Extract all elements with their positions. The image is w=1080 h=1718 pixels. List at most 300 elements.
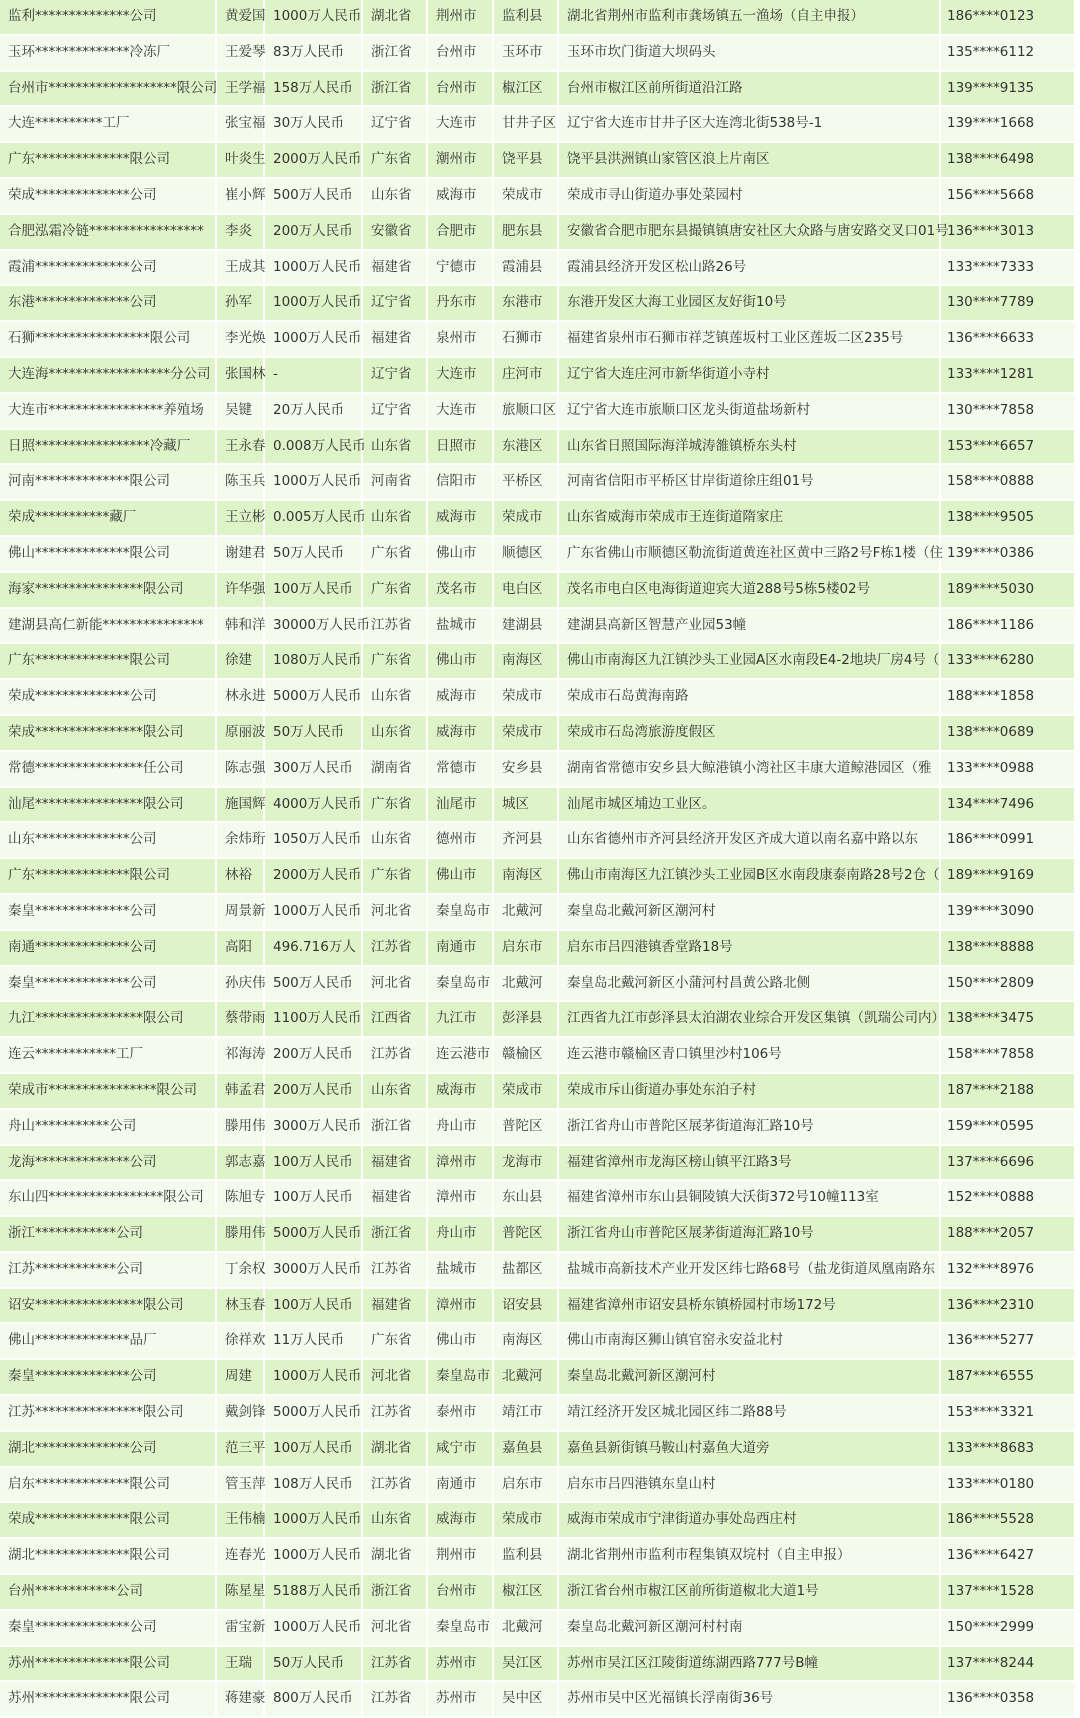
city-cell: 南通市 <box>427 930 493 966</box>
legal-rep-cell: 王立彬 <box>216 500 264 536</box>
company-name-cell: 启东**************限公司 <box>0 1467 216 1503</box>
city-cell: 佛山市 <box>427 536 493 572</box>
table-row <box>0 822 1075 858</box>
address-cell: 河南省信阳市平桥区甘岸街道徐庄组01号 <box>558 464 940 500</box>
legal-rep-cell: 滕用伟 <box>216 1216 264 1252</box>
company-name-cell: 大连海******************分公司 <box>0 357 216 393</box>
city-cell: 佛山市 <box>427 858 493 894</box>
table-row <box>0 536 1075 572</box>
city-cell: 漳州市 <box>427 1180 493 1216</box>
legal-rep-cell: 王永春 <box>216 429 264 465</box>
legal-rep-cell: 施国辉 <box>216 787 264 823</box>
legal-rep-cell: 余炜珩 <box>216 822 264 858</box>
city-cell: 苏州市 <box>427 1646 493 1682</box>
phone-cell: 136****6633 <box>940 321 1075 357</box>
address-cell: 连云港市赣榆区青口镇里沙村106号 <box>558 1037 940 1073</box>
registered-capital-cell: 0.008万人民币 <box>264 429 362 465</box>
district-cell: 北戴河 <box>493 1359 558 1395</box>
registered-capital-cell: 200万人民币 <box>264 1037 362 1073</box>
company-name-cell: 苏州**************限公司 <box>0 1646 216 1682</box>
district-cell: 庄河市 <box>493 357 558 393</box>
city-cell: 佛山市 <box>427 1323 493 1359</box>
address-cell: 浙江省舟山市普陀区展茅街道海汇路10号 <box>558 1109 940 1145</box>
phone-cell: 138****8888 <box>940 930 1075 966</box>
city-cell: 荆州市 <box>427 0 493 35</box>
district-cell: 甘井子区 <box>493 106 558 142</box>
province-cell: 江苏省 <box>362 1395 427 1431</box>
company-name-cell: 秦皇**************公司 <box>0 894 216 930</box>
company-name-cell: 日照*****************冷藏厂 <box>0 429 216 465</box>
district-cell: 盐都区 <box>493 1252 558 1288</box>
city-cell: 台州市 <box>427 71 493 107</box>
address-cell: 荣成市石岛湾旅游度假区 <box>558 715 940 751</box>
city-cell: 荆州市 <box>427 1538 493 1574</box>
address-cell: 浙江省台州市椒江区前所街道椒北大道1号 <box>558 1574 940 1610</box>
registered-capital-cell: 83万人民币 <box>264 35 362 71</box>
province-cell: 河北省 <box>362 894 427 930</box>
address-cell: 荣成市寻山街道办事处菜园村 <box>558 178 940 214</box>
company-name-cell: 秦皇**************公司 <box>0 1359 216 1395</box>
phone-cell: 134****7496 <box>940 787 1075 823</box>
city-cell: 台州市 <box>427 1574 493 1610</box>
province-cell: 江苏省 <box>362 1037 427 1073</box>
phone-cell: 136****5277 <box>940 1323 1075 1359</box>
registered-capital-cell: 30000万人民币 <box>264 608 362 644</box>
company-name-cell: 江苏************公司 <box>0 1252 216 1288</box>
address-cell: 荣成市石岛黄海南路 <box>558 679 940 715</box>
company-name-cell: 舟山***********公司 <box>0 1109 216 1145</box>
phone-cell: 189****9169 <box>940 858 1075 894</box>
phone-cell: 133****6280 <box>940 643 1075 679</box>
phone-cell: 130****7858 <box>940 393 1075 429</box>
phone-cell: 137****6696 <box>940 1145 1075 1181</box>
company-name-cell: 霞浦**************公司 <box>0 250 216 286</box>
address-cell: 山东省日照国际海洋城涛雒镇桥东头村 <box>558 429 940 465</box>
district-cell: 南海区 <box>493 1323 558 1359</box>
district-cell: 建湖县 <box>493 608 558 644</box>
city-cell: 盐城市 <box>427 1252 493 1288</box>
address-cell: 秦皇岛北戴河新区潮河村 <box>558 1359 940 1395</box>
address-cell: 汕尾市城区埔边工业区。 <box>558 787 940 823</box>
registered-capital-cell: 50万人民币 <box>264 536 362 572</box>
table-row <box>0 1145 1075 1181</box>
address-cell: 苏州市吴江区江陵街道练湖西路777号B幢 <box>558 1646 940 1682</box>
legal-rep-cell: 王瑞 <box>216 1646 264 1682</box>
phone-cell: 158****7858 <box>940 1037 1075 1073</box>
registered-capital-cell: 100万人民币 <box>264 1288 362 1324</box>
company-name-cell: 荣成市****************限公司 <box>0 1073 216 1109</box>
city-cell: 南通市 <box>427 1467 493 1503</box>
registered-capital-cell: 2000万人民币 <box>264 142 362 178</box>
phone-cell: 136****3013 <box>940 214 1075 250</box>
district-cell: 东山县 <box>493 1180 558 1216</box>
district-cell: 荣成市 <box>493 715 558 751</box>
address-cell: 广东省佛山市顺德区勒流街道黄连社区黄中三路2号F栋1楼（住 <box>558 536 940 572</box>
province-cell: 湖北省 <box>362 0 427 35</box>
district-cell: 启东市 <box>493 1467 558 1503</box>
address-cell: 福建省泉州市石狮市祥芝镇莲坂村工业区莲坂二区235号 <box>558 321 940 357</box>
province-cell: 山东省 <box>362 500 427 536</box>
phone-cell: 130****7789 <box>940 285 1075 321</box>
table-row <box>0 1431 1075 1467</box>
registered-capital-cell: 1100万人民币 <box>264 1001 362 1037</box>
phone-cell: 186****5528 <box>940 1502 1075 1538</box>
table-row <box>0 1395 1075 1431</box>
province-cell: 山东省 <box>362 178 427 214</box>
province-cell: 江西省 <box>362 1001 427 1037</box>
legal-rep-cell: 吴键 <box>216 393 264 429</box>
address-cell: 饶平县洪洲镇山家管区浪上片南区 <box>558 142 940 178</box>
province-cell: 广东省 <box>362 643 427 679</box>
address-cell: 辽宁省大连市旅顺口区龙头街道盐场新村 <box>558 393 940 429</box>
company-name-cell: 荣成***********藏厂 <box>0 500 216 536</box>
address-cell: 山东省德州市齐河县经济开发区齐成大道以南名嘉中路以东 <box>558 822 940 858</box>
address-cell: 盐城市高新技术产业开发区纬七路68号（盐龙街道凤凰南路东 <box>558 1252 940 1288</box>
province-cell: 福建省 <box>362 1145 427 1181</box>
company-name-cell: 广东**************限公司 <box>0 858 216 894</box>
district-cell: 饶平县 <box>493 142 558 178</box>
district-cell: 顺德区 <box>493 536 558 572</box>
district-cell: 赣榆区 <box>493 1037 558 1073</box>
company-name-cell: 监利**************公司 <box>0 0 216 35</box>
address-cell: 安徽省合肥市肥东县撮镇镇唐安社区大众路与唐安路交叉口01号 <box>558 214 940 250</box>
province-cell: 辽宁省 <box>362 357 427 393</box>
table-row <box>0 321 1075 357</box>
table-row <box>0 715 1075 751</box>
registered-capital-cell: 50万人民币 <box>264 1646 362 1682</box>
city-cell: 大连市 <box>427 106 493 142</box>
district-cell: 吴江区 <box>493 1646 558 1682</box>
district-cell: 北戴河 <box>493 894 558 930</box>
legal-rep-cell: 张国林 <box>216 357 264 393</box>
registered-capital-cell: 1000万人民币 <box>264 894 362 930</box>
district-cell: 石狮市 <box>493 321 558 357</box>
registered-capital-cell: 1080万人民币 <box>264 643 362 679</box>
city-cell: 秦皇岛市 <box>427 1610 493 1646</box>
registered-capital-cell: 200万人民币 <box>264 1073 362 1109</box>
district-cell: 诏安县 <box>493 1288 558 1324</box>
province-cell: 浙江省 <box>362 35 427 71</box>
table-row <box>0 1502 1075 1538</box>
province-cell: 福建省 <box>362 1288 427 1324</box>
legal-rep-cell: 李光焕 <box>216 321 264 357</box>
registered-capital-cell: 4000万人民币 <box>264 787 362 823</box>
registered-capital-cell: 1000万人民币 <box>264 1538 362 1574</box>
company-name-cell: 台州************公司 <box>0 1574 216 1610</box>
registered-capital-cell: 1000万人民币 <box>264 250 362 286</box>
phone-cell: 133****0180 <box>940 1467 1075 1503</box>
province-cell: 江苏省 <box>362 930 427 966</box>
legal-rep-cell: 丁余权 <box>216 1252 264 1288</box>
company-name-cell: 连云************工厂 <box>0 1037 216 1073</box>
company-name-cell: 广东**************限公司 <box>0 142 216 178</box>
city-cell: 威海市 <box>427 1073 493 1109</box>
city-cell: 秦皇岛市 <box>427 894 493 930</box>
table-row <box>0 35 1075 71</box>
phone-cell: 153****6657 <box>940 429 1075 465</box>
province-cell: 江苏省 <box>362 1252 427 1288</box>
address-cell: 湖北省荆州市监利市龚场镇五一渔场（自主申报） <box>558 0 940 35</box>
legal-rep-cell: 周景新 <box>216 894 264 930</box>
phone-cell: 187****6555 <box>940 1359 1075 1395</box>
district-cell: 荣成市 <box>493 500 558 536</box>
province-cell: 福建省 <box>362 250 427 286</box>
district-cell: 肥东县 <box>493 214 558 250</box>
table-row <box>0 1359 1075 1395</box>
province-cell: 河北省 <box>362 1610 427 1646</box>
district-cell: 荣成市 <box>493 679 558 715</box>
registered-capital-cell: 3000万人民币 <box>264 1252 362 1288</box>
city-cell: 威海市 <box>427 679 493 715</box>
registered-capital-cell: 11万人民币 <box>264 1323 362 1359</box>
province-cell: 山东省 <box>362 715 427 751</box>
district-cell: 嘉鱼县 <box>493 1431 558 1467</box>
legal-rep-cell: 管玉萍 <box>216 1467 264 1503</box>
phone-cell: 133****1281 <box>940 357 1075 393</box>
address-cell: 荣成市斥山街道办事处东泊子村 <box>558 1073 940 1109</box>
table-row <box>0 966 1075 1002</box>
table-row <box>0 106 1075 142</box>
phone-cell: 137****8244 <box>940 1646 1075 1682</box>
table-row <box>0 1180 1075 1216</box>
city-cell: 丹东市 <box>427 285 493 321</box>
district-cell: 玉环市 <box>493 35 558 71</box>
city-cell: 德州市 <box>427 822 493 858</box>
table-row <box>0 643 1075 679</box>
registered-capital-cell: 100万人民币 <box>264 1431 362 1467</box>
address-cell: 福建省漳州市东山县铜陵镇大沃街372号10幢113室 <box>558 1180 940 1216</box>
legal-rep-cell: 崔小辉 <box>216 178 264 214</box>
legal-rep-cell: 周建 <box>216 1359 264 1395</box>
province-cell: 河北省 <box>362 966 427 1002</box>
phone-cell: 136****6427 <box>940 1538 1075 1574</box>
legal-rep-cell: 王学福 <box>216 71 264 107</box>
district-cell: 普陀区 <box>493 1216 558 1252</box>
address-cell: 辽宁省大连庄河市新华街道小寺村 <box>558 357 940 393</box>
province-cell: 江苏省 <box>362 1467 427 1503</box>
registered-capital-cell: 158万人民币 <box>264 71 362 107</box>
city-cell: 舟山市 <box>427 1216 493 1252</box>
registered-capital-cell: 100万人民币 <box>264 1180 362 1216</box>
legal-rep-cell: 徐建 <box>216 643 264 679</box>
city-cell: 盐城市 <box>427 608 493 644</box>
district-cell: 北戴河 <box>493 1610 558 1646</box>
address-cell: 辽宁省大连市甘井子区大连湾北街538号-1 <box>558 106 940 142</box>
legal-rep-cell: 李炎 <box>216 214 264 250</box>
phone-cell: 138****3475 <box>940 1001 1075 1037</box>
phone-cell: 133****7333 <box>940 250 1075 286</box>
registered-capital-cell: 1000万人民币 <box>264 1610 362 1646</box>
table-row <box>0 751 1075 787</box>
registered-capital-cell: 5000万人民币 <box>264 1395 362 1431</box>
legal-rep-cell: 叶炎生 <box>216 142 264 178</box>
address-cell: 湖南省常德市安乡县大鲸港镇小湾社区丰康大道鲸港园区（雅 <box>558 751 940 787</box>
city-cell: 合肥市 <box>427 214 493 250</box>
legal-rep-cell: 王爱琴 <box>216 35 264 71</box>
district-cell: 启东市 <box>493 930 558 966</box>
table-row <box>0 1323 1075 1359</box>
registered-capital-cell: 200万人民币 <box>264 214 362 250</box>
phone-cell: 139****0386 <box>940 536 1075 572</box>
company-name-cell: 浙江************公司 <box>0 1216 216 1252</box>
legal-rep-cell: 许华强 <box>216 572 264 608</box>
company-name-cell: 诏安****************限公司 <box>0 1288 216 1324</box>
registered-capital-cell: 300万人民币 <box>264 751 362 787</box>
address-cell: 佛山市南海区九江镇沙头工业园B区水南段康泰南路28号2仓（ <box>558 858 940 894</box>
province-cell: 河南省 <box>362 464 427 500</box>
legal-rep-cell: 高阳 <box>216 930 264 966</box>
legal-rep-cell: 徐祥欢 <box>216 1323 264 1359</box>
phone-cell: 137****1528 <box>940 1574 1075 1610</box>
city-cell: 台州市 <box>427 35 493 71</box>
legal-rep-cell: 王成其 <box>216 250 264 286</box>
company-name-cell: 湖北**************限公司 <box>0 1538 216 1574</box>
province-cell: 浙江省 <box>362 1109 427 1145</box>
company-name-cell: 佛山**************限公司 <box>0 536 216 572</box>
company-name-cell: 江苏****************限公司 <box>0 1395 216 1431</box>
table-row <box>0 142 1075 178</box>
company-name-cell: 九江****************限公司 <box>0 1001 216 1037</box>
table-row <box>0 393 1075 429</box>
legal-rep-cell: 戴剑锋 <box>216 1395 264 1431</box>
table-row <box>0 1288 1075 1324</box>
province-cell: 福建省 <box>362 321 427 357</box>
phone-cell: 150****2809 <box>940 966 1075 1002</box>
table-row <box>0 858 1075 894</box>
table-row <box>0 1252 1075 1288</box>
table-row <box>0 1073 1075 1109</box>
legal-rep-cell: 蒋建豪 <box>216 1681 264 1717</box>
company-name-cell: 东港**************公司 <box>0 285 216 321</box>
table-row <box>0 1610 1075 1646</box>
registered-capital-cell: 20万人民币 <box>264 393 362 429</box>
province-cell: 河北省 <box>362 1359 427 1395</box>
company-name-cell: 建湖县高仁新能*************** <box>0 608 216 644</box>
district-cell: 南海区 <box>493 858 558 894</box>
phone-cell: 186****1186 <box>940 608 1075 644</box>
address-cell: 嘉鱼县新街镇马鞍山村嘉鱼大道旁 <box>558 1431 940 1467</box>
address-cell: 秦皇岛北戴河新区小蒲河村昌黄公路北侧 <box>558 966 940 1002</box>
registered-capital-cell: 496.716万人 <box>264 930 362 966</box>
address-cell: 建湖县高新区智慧产业园53幢 <box>558 608 940 644</box>
legal-rep-cell: 雷宝新 <box>216 1610 264 1646</box>
province-cell: 辽宁省 <box>362 106 427 142</box>
address-cell: 江西省九江市彭泽县太泊湖农业综合开发区集镇（凯瑞公司内） <box>558 1001 940 1037</box>
district-cell: 霞浦县 <box>493 250 558 286</box>
city-cell: 漳州市 <box>427 1145 493 1181</box>
phone-cell: 156****5668 <box>940 178 1075 214</box>
address-cell: 浙江省舟山市普陀区展茅街道海汇路10号 <box>558 1216 940 1252</box>
table-row <box>0 608 1075 644</box>
legal-rep-cell: 范三平 <box>216 1431 264 1467</box>
address-cell: 威海市荣成市宁津街道办事处岛西庄村 <box>558 1502 940 1538</box>
province-cell: 浙江省 <box>362 1216 427 1252</box>
province-cell: 辽宁省 <box>362 393 427 429</box>
table-row <box>0 1467 1075 1503</box>
registered-capital-cell: 0.005万人民币 <box>264 500 362 536</box>
registered-capital-cell: 1000万人民币 <box>264 0 362 35</box>
phone-cell: 186****0123 <box>940 0 1075 35</box>
province-cell: 湖北省 <box>362 1431 427 1467</box>
phone-cell: 133****8683 <box>940 1431 1075 1467</box>
table-row <box>0 0 1075 35</box>
phone-cell: 152****0888 <box>940 1180 1075 1216</box>
city-cell: 泉州市 <box>427 321 493 357</box>
province-cell: 广东省 <box>362 1323 427 1359</box>
registered-capital-cell: 1050万人民币 <box>264 822 362 858</box>
legal-rep-cell: 王伟楠 <box>216 1502 264 1538</box>
city-cell: 九江市 <box>427 1001 493 1037</box>
company-name-cell: 荣成**************公司 <box>0 178 216 214</box>
district-cell: 平桥区 <box>493 464 558 500</box>
table-row <box>0 1574 1075 1610</box>
address-cell: 福建省漳州市诏安县桥东镇桥园村市场172号 <box>558 1288 940 1324</box>
district-cell: 齐河县 <box>493 822 558 858</box>
province-cell: 江苏省 <box>362 1681 427 1717</box>
table-row <box>0 285 1075 321</box>
company-name-cell: 广东**************限公司 <box>0 643 216 679</box>
province-cell: 广东省 <box>362 858 427 894</box>
address-cell: 秦皇岛北戴河新区潮河村村南 <box>558 1610 940 1646</box>
district-cell: 电白区 <box>493 572 558 608</box>
city-cell: 日照市 <box>427 429 493 465</box>
company-name-cell: 大连市*****************养殖场 <box>0 393 216 429</box>
province-cell: 山东省 <box>362 1073 427 1109</box>
district-cell: 普陀区 <box>493 1109 558 1145</box>
address-cell: 玉环市坎门街道大坝码头 <box>558 35 940 71</box>
registered-capital-cell: 1000万人民币 <box>264 1359 362 1395</box>
phone-cell: 138****9505 <box>940 500 1075 536</box>
registered-capital-cell: 800万人民币 <box>264 1681 362 1717</box>
phone-cell: 189****5030 <box>940 572 1075 608</box>
legal-rep-cell: 孙庆伟 <box>216 966 264 1002</box>
table-row <box>0 930 1075 966</box>
city-cell: 秦皇岛市 <box>427 1359 493 1395</box>
company-name-cell: 荣成**************公司 <box>0 679 216 715</box>
province-cell: 湖北省 <box>362 1538 427 1574</box>
district-cell: 东港区 <box>493 429 558 465</box>
company-name-cell: 苏州**************限公司 <box>0 1681 216 1717</box>
registered-capital-cell: 5000万人民币 <box>264 679 362 715</box>
company-name-cell: 海家****************限公司 <box>0 572 216 608</box>
city-cell: 潮州市 <box>427 142 493 178</box>
table-row <box>0 71 1075 107</box>
legal-rep-cell: 陈旭专 <box>216 1180 264 1216</box>
table-row <box>0 1216 1075 1252</box>
city-cell: 苏州市 <box>427 1681 493 1717</box>
city-cell: 佛山市 <box>427 643 493 679</box>
address-cell: 启东市吕四港镇东皇山村 <box>558 1467 940 1503</box>
company-name-cell: 龙海**************公司 <box>0 1145 216 1181</box>
address-cell: 佛山市南海区九江镇沙头工业园A区水南段E4-2地块厂房4号（ <box>558 643 940 679</box>
registered-capital-cell: 30万人民币 <box>264 106 362 142</box>
address-cell: 秦皇岛北戴河新区潮河村 <box>558 894 940 930</box>
province-cell: 江苏省 <box>362 1646 427 1682</box>
district-cell: 荣成市 <box>493 178 558 214</box>
legal-rep-cell: 陈玉兵 <box>216 464 264 500</box>
registered-capital-cell: 100万人民币 <box>264 1145 362 1181</box>
legal-rep-cell: 黄爱国 <box>216 0 264 35</box>
city-cell: 大连市 <box>427 393 493 429</box>
address-cell: 靖江经济开发区城北园区纬二路88号 <box>558 1395 940 1431</box>
registered-capital-cell: 100万人民币 <box>264 572 362 608</box>
phone-cell: 139****9135 <box>940 71 1075 107</box>
province-cell: 浙江省 <box>362 1574 427 1610</box>
province-cell: 辽宁省 <box>362 285 427 321</box>
phone-cell: 136****0358 <box>940 1681 1075 1717</box>
phone-cell: 150****2999 <box>940 1610 1075 1646</box>
phone-cell: 188****1858 <box>940 679 1075 715</box>
